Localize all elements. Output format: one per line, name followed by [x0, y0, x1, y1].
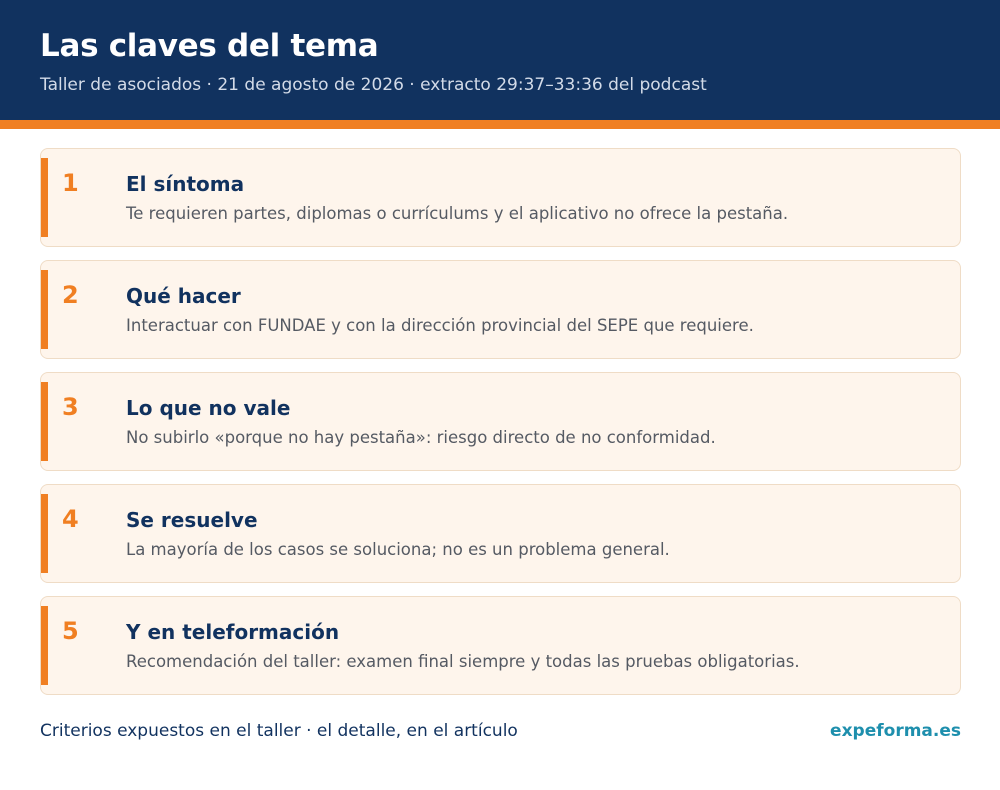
page-title: Las claves del tema: [40, 28, 379, 64]
key-points-list: [40, 148, 961, 708]
card-accent-bar: [41, 606, 48, 685]
card-number: 3: [62, 393, 79, 421]
card-text: Te requieren partes, diplomas o currículums y el aplicativo no ofrece la pestaña.: [126, 204, 789, 223]
card-title: El síntoma: [126, 172, 245, 196]
card-accent-bar: [41, 382, 48, 461]
card-title: Qué hacer: [126, 284, 241, 308]
card-number: 2: [62, 281, 79, 309]
header-banner: [0, 0, 1000, 120]
card-number: 5: [62, 617, 79, 645]
footer-note: Criterios expuestos en el taller · el detalle, en el artículo: [40, 721, 518, 741]
key-point-card: [40, 372, 961, 471]
card-title: Lo que no vale: [126, 396, 291, 420]
card-text: Recomendación del taller: examen final siempre y todas las pruebas obligatorias.: [126, 652, 800, 671]
card-accent-bar: [41, 270, 48, 349]
page-subtitle: Taller de asociados · 21 de agosto de 2026 · extracto 29:37–33:36 del podcast: [40, 75, 707, 95]
card-number: 4: [62, 505, 79, 533]
card-accent-bar: [41, 494, 48, 573]
key-point-card: [40, 484, 961, 583]
card-title: Y en teleformación: [126, 620, 340, 644]
card-title: Se resuelve: [126, 508, 258, 532]
footer-brand: expeforma.es: [830, 721, 961, 741]
card-number: 1: [62, 169, 79, 197]
card-text: Interactuar con FUNDAE y con la dirección provincial del SEPE que requiere.: [126, 316, 754, 335]
card-accent-bar: [41, 158, 48, 237]
key-point-card: [40, 596, 961, 695]
key-point-card: [40, 260, 961, 359]
card-text: La mayoría de los casos se soluciona; no es un problema general.: [126, 540, 670, 559]
card-text: No subirlo «porque no hay pestaña»: riesgo directo de no conformidad.: [126, 428, 716, 447]
key-point-card: [40, 148, 961, 247]
header-accent-stripe: [0, 120, 1000, 129]
